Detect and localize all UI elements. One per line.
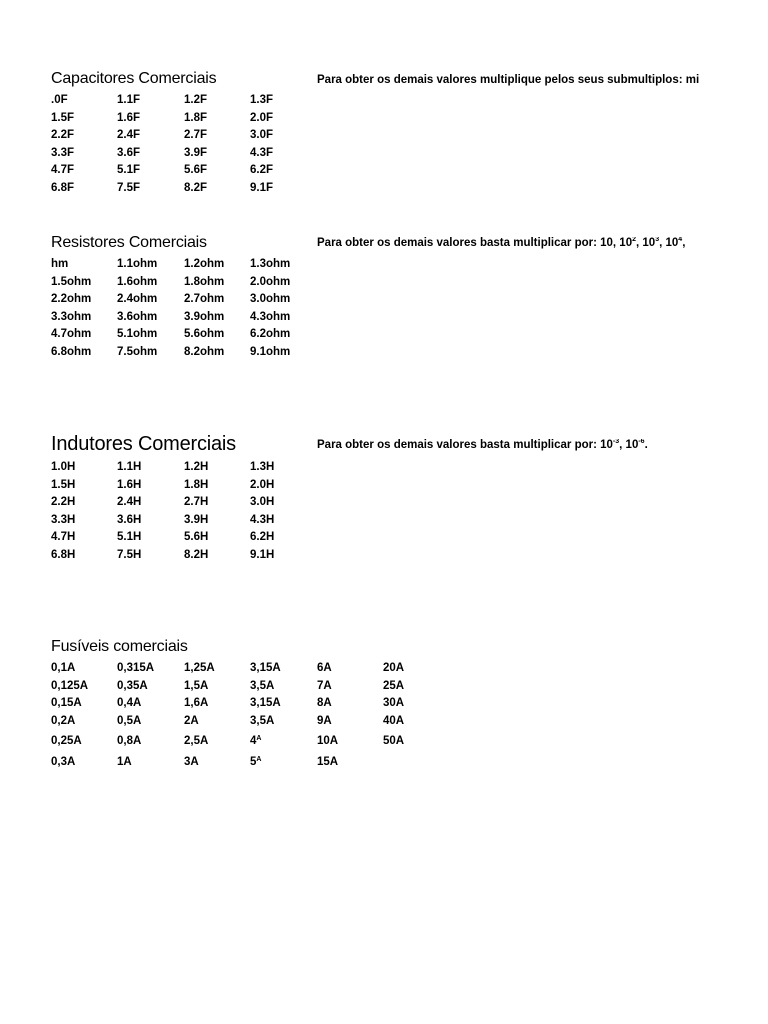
capacitors-title: Capacitores Comerciais [51, 70, 217, 87]
table-cell: 7.5ohm [117, 345, 158, 358]
table-cell: 3,15A [250, 697, 281, 710]
table-cell: 30A [383, 697, 405, 710]
table-cell: 3.3ohm [51, 310, 92, 323]
table-cell: $4^A$ [250, 735, 262, 748]
table-cell: 0,5A [117, 714, 142, 727]
table-cell: 2.2ohm [51, 293, 92, 306]
table-cell: 1.5F [51, 111, 75, 124]
table-cell: 2.2H [51, 496, 76, 509]
table-cell: 9.1ohm [250, 345, 291, 358]
table-cell: 5.1F [117, 164, 141, 177]
table-cell: 9.1H [250, 548, 275, 561]
table-cell: 2.7H [184, 496, 209, 509]
table-cell: 5.6F [184, 164, 208, 177]
resistors-title: Resistores Comerciais [51, 234, 207, 251]
table-cell: 50A [383, 735, 405, 748]
table-cell: 9A [317, 714, 332, 727]
table-cell: 1.8F [184, 111, 208, 124]
table-cell: 1.2F [184, 94, 208, 106]
table-cell: 1.0H [51, 461, 76, 473]
table-cell: 2.4F [117, 129, 141, 142]
table-cell: hm [51, 258, 69, 270]
table-cell: 0,25A [51, 735, 82, 748]
table-cell: 9.1F [250, 181, 274, 194]
table-cell: 0,8A [117, 735, 142, 748]
table-cell: 3.6F [117, 146, 141, 159]
table-cell: 3.0ohm [250, 293, 291, 306]
table-cell: 1.8ohm [184, 275, 225, 288]
table-cell: 1.3F [250, 94, 274, 106]
table-cell: 0,35A [117, 679, 148, 692]
table-cell: 3.9F [184, 146, 208, 159]
table-cell: 5.1ohm [117, 328, 158, 341]
table-cell: 25A [383, 679, 405, 692]
table-cell: 7.5H [117, 548, 142, 561]
table-cell: 20A [383, 662, 405, 674]
table-cell: 0,4A [117, 697, 142, 710]
table-cell: 0,125A [51, 679, 89, 692]
table-cell: 2,5A [184, 735, 209, 748]
table-cell: 15A [317, 756, 339, 769]
table-cell: 3.3F [51, 146, 75, 159]
table-cell: 3.0F [250, 129, 274, 142]
table-cell: 4.7H [51, 531, 76, 544]
table-cell: 40A [383, 714, 405, 727]
table-cell: 1.1ohm [117, 258, 158, 270]
table-cell: 2.0H [250, 478, 275, 491]
table-cell: 2.7ohm [184, 293, 225, 306]
table-cell: 1,25A [184, 662, 215, 674]
table-cell: 2.0ohm [250, 275, 291, 288]
table-cell: 2.0F [250, 111, 274, 124]
table-cell: 8A [317, 697, 332, 710]
table-cell: 1A [117, 756, 132, 769]
table-cell: 2A [184, 714, 199, 727]
table-cell: 3.9ohm [184, 310, 225, 323]
table-cell: 2.4ohm [117, 293, 158, 306]
table-cell: 0,1A [51, 662, 76, 674]
table-cell: 6.2F [250, 164, 274, 177]
table-cell: $5^A$ [250, 756, 262, 769]
table-cell: 4.3H [250, 513, 275, 526]
table-cell: 3.6ohm [117, 310, 158, 323]
table-cell: 3,5A [250, 714, 275, 727]
table-cell: 5.1H [117, 531, 142, 544]
table-cell: 6.8F [51, 181, 75, 194]
table-cell: 7.5F [117, 181, 141, 194]
inductors-note: Para obter os demais valores basta multiplicar por: $10^{-3}$, $10^{-6}$. [317, 439, 648, 451]
table-cell: 1.1H [117, 461, 142, 473]
table-cell: 3,15A [250, 662, 281, 674]
table-cell: 0,3A [51, 756, 76, 769]
resistors-note: Para obter os demais valores basta multiplicar por: 10, $10^2$, $10^3$, $10^4$, [317, 237, 686, 249]
table-cell: 1,5A [184, 679, 209, 692]
table-cell: 1.3H [250, 461, 275, 473]
table-cell: 1.1F [117, 94, 141, 106]
table-cell: 3.0H [250, 496, 275, 509]
table-cell: 1.5H [51, 478, 76, 491]
table-cell: 0,15A [51, 697, 82, 710]
table-cell: 6.8H [51, 548, 76, 561]
table-cell: 7A [317, 679, 332, 692]
table-cell: 1.6ohm [117, 275, 158, 288]
table-cell: 8.2ohm [184, 345, 225, 358]
table-cell: 0,315A [117, 662, 155, 674]
table-cell: 3.6H [117, 513, 142, 526]
table-cell: 3.3H [51, 513, 76, 526]
table-cell: 4.7F [51, 164, 75, 177]
table-cell: 2.4H [117, 496, 142, 509]
table-cell: 5.6H [184, 531, 209, 544]
table-cell: 2.7F [184, 129, 208, 142]
table-cell: 3,5A [250, 679, 275, 692]
table-cell: 4.3ohm [250, 310, 291, 323]
table-cell: .0F [51, 94, 68, 106]
table-cell: 1.6H [117, 478, 142, 491]
table-cell: 6.2ohm [250, 328, 291, 341]
table-cell: 0,2A [51, 714, 76, 727]
table-cell: 1.2H [184, 461, 209, 473]
table-cell: 2.2F [51, 129, 75, 142]
table-cell: 1.3ohm [250, 258, 291, 270]
table-cell: 3.9H [184, 513, 209, 526]
table-cell: 4.3F [250, 146, 274, 159]
table-cell: 8.2F [184, 181, 208, 194]
table-cell: 1.6F [117, 111, 141, 124]
table-cell: 4.7ohm [51, 328, 92, 341]
table-cell: 3A [184, 756, 199, 769]
fuses-title: Fusíveis comerciais [51, 638, 188, 655]
table-cell: 1,6A [184, 697, 209, 710]
table-cell: 6A [317, 662, 332, 674]
table-cell: 5.6ohm [184, 328, 225, 341]
table-cell: 6.2H [250, 531, 275, 544]
table-cell: 1.8H [184, 478, 209, 491]
table-cell: 1.5ohm [51, 275, 92, 288]
table-cell: 1.2ohm [184, 258, 225, 270]
capacitors-note: Para obter os demais valores multiplique pelos seus submultiplos: mi [317, 74, 700, 86]
table-cell: 8.2H [184, 548, 209, 561]
table-cell: 6.8ohm [51, 345, 92, 358]
inductors-title: Indutores Comerciais [51, 433, 236, 455]
table-cell: 10A [317, 735, 339, 748]
